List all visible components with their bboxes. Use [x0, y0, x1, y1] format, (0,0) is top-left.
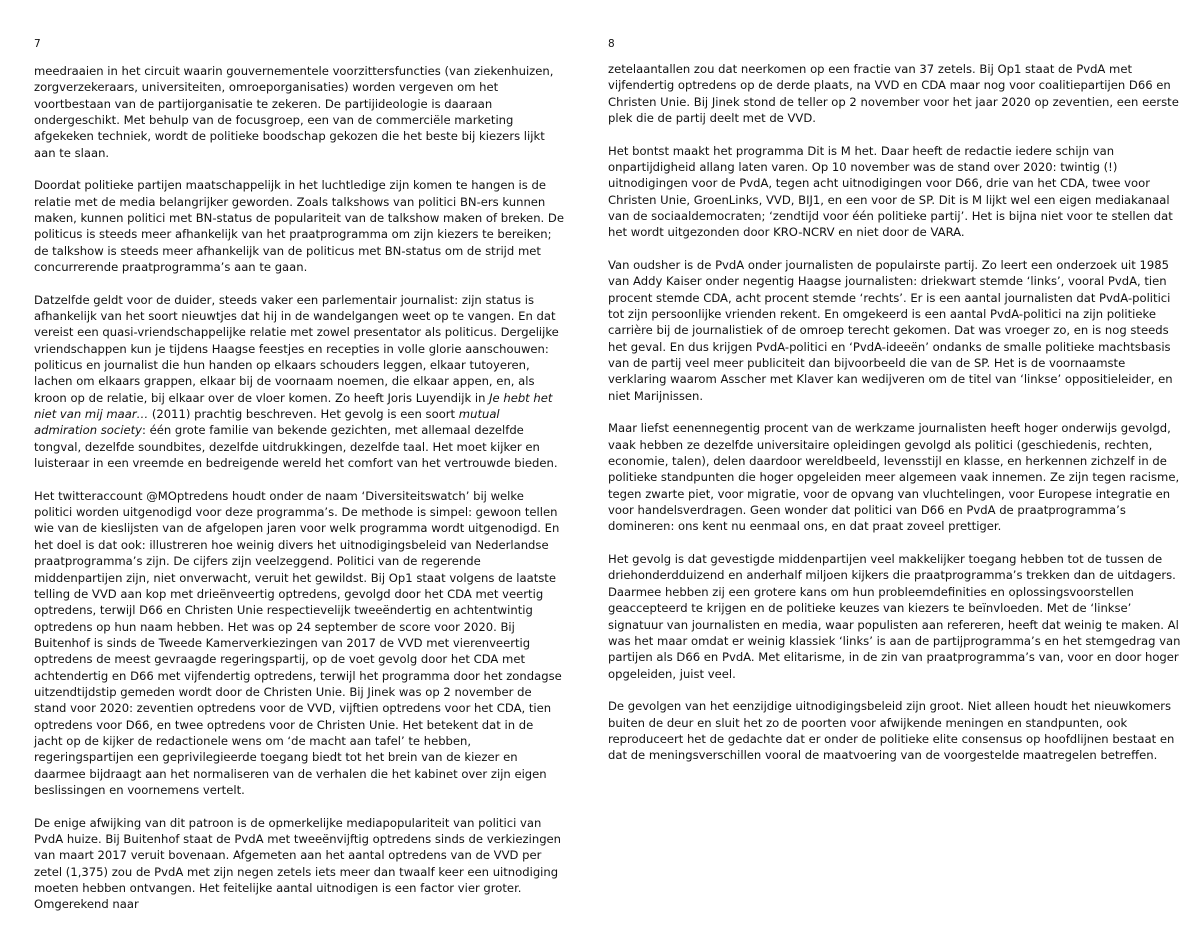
book-title: Je hebt het niet van mij maar… — [34, 390, 553, 422]
paragraph-text: Datzelfde geldt voor de duider, steeds vaker een parlementair journalist: zijn status is afhankelijk van het soort nieuwtjes dat hij in de wandelgangen weet op te vangen. En dat vereist een quasi-vriendschappelijke relatie met zowel presentator als politicus. Dergelijke vriendschappen kun je tijdens Haagse feestjes en recepties in volle glorie aanschouwen: politicus en journalist die hun handen op elkaars schouders leggen, elkaar tutoyeren, lachen om elkaars grappen, elkaar bij de voornaam noemen, die elkaar appen, en, als kroon op de relatie, bij elkaar over de vloer komen. Zo heeft Joris Luyendijk in — [34, 292, 559, 405]
paragraph: Van oudsher is de PvdA onder journalisten de populairste partij. Zo leert een onderzoek uit 1985 van Addy Kaiser onder negentig Haagse journalisten: driekwart stemde ‘links’, vooral PvdA, tien procent stemde CDA, acht procent stemde ‘rechts’. Er is een aantal journalisten dat PvdA-politici tot zijn persoonlijke vrienden rekent. En omgekeerd is een aantal PvdA-politici na zijn politieke carrière bij de journalistiek of de omroep terecht gekomen. Dat was vroeger zo, en is nog steeds het geval. En dus krijgen PvdA-politici en ‘PvdA-ideeën’ ondanks de smalle politieke machtsbasis van de partij veel meer publiciteit dan bijvoorbeeld die van de SP. Het is de voornaamste verklaring waarom Asscher met Klaver kan wedijveren om de titel van ‘linkse’ oppositieleider, en niet Marijnissen. — [608, 258, 1173, 403]
paragraph-text: (2011) prachtig beschreven. Het gevolg is een soort — [148, 407, 459, 422]
paragraph-text: : één grote familie van bekende gezichten, met allemaal dezelfde tongval, dezelfde soundbites, dezelfde uitdrukkingen, dezelfde taal. Het moet kijker en luisteraar in een vreemde en bedreigende wereld het comfort van het vertrouwde bieden. — [34, 423, 558, 471]
page-number: 7 — [34, 38, 41, 50]
paragraph: meedraaien in het circuit waarin gouvernementele voorzittersfuncties (van ziekenhuizen, zorgverzekeraars, universiteiten, omroeporganisaties) worden vergeven om het voortbestaan van de partijorganisatie te zekeren. De partijideologie is daaraan ondergeschikt. Met behulp van de focusgroep, een van de commerciële marketing afgekeken techniek, wordt de politieke boodschap gekozen die het beste bij kiezers lijkt aan te slaan. — [34, 64, 554, 160]
right-page-text — [608, 61, 1183, 780]
page-number: 8 — [608, 38, 615, 50]
paragraph: De enige afwijking van dit patroon is de opmerkelijke mediapopulariteit van politici van PvdA huize. Bij Buitenhof staat de PvdA met tweeënvijftig optredens sinds de verkiezingen van maart 2017 veruit bovenaan. Afgemeten aan het aantal optredens van de VVD per zetel (1,375) zou de PvdA met zijn negen zetels iets meer dan twaalf keer een uitnodiging moeten hebben ontvangen. Het feitelijke aantal uitnodigen is een factor vier groter. Omgerekend naar — [34, 815, 562, 912]
right-page — [608, 0, 1200, 836]
paragraph: De gevolgen van het eenzijdige uitnodigingsbeleid zijn groot. Niet alleen houdt het nieuwkomers buiten de deur en sluit het zo de poorten voor afwijkende meningen en standpunten, ook reproduceert het de gedachte dat er onder de politieke elite consensus op hoofdlijnen bestaat en dat de meningsverschillen vooral de maatvoering van de voorgestelde maatregelen betreffen. — [608, 699, 1175, 763]
left-page — [0, 0, 585, 912]
paragraph: Doordat politieke partijen maatschappelijk in het luchtledige zijn komen te hangen is de relatie met de media belangrijker geworden. Zoals talkshows van politici BN-ers kunnen maken, kunnen politici met BN-status de populariteit van de talkshow maken of breken. De politicus is steeds meer afhankelijk van het praatprogramma om zijn kiezers te bereiken; de talkshow is steeds meer afhankelijk van de politicus met BN-status om de strijd met concurrerende praatprogramma’s aan te gaan. — [34, 178, 564, 275]
paragraph: Maar liefst eenennegentig procent van de werkzame journalisten heeft hoger onderwijs gevolgd, vaak hebben ze dezelfde universitaire opleidingen gevolgd als politici (geschiedenis, rechten, economie, talen), delen daardoor wereldbeeld, levensstijl en klasse, en herkennen zichzelf in de politieke standpunten die hoger opgeleiden meer algemeen vaak innemen. Ze zijn tegen racisme, tegen zwarte piet, voor migratie, voor de opvang van vluchtelingen, voor Europese integratie en voor handelsverdragen. Geen wonder dat politici van D66 en PvdA de praatprogramma’s domineren: ons kent nu eenmaal ons, en dat praat zoveel prettiger. — [608, 421, 1180, 534]
paragraph: zetelaantallen zou dat neerkomen op een fractie van 37 zetels. Bij Op1 staat de PvdA met vijfendertig optredens op de derde plaats, na VVD en CDA maar nog voor coalitiepartijen D66 en Christen Unie. Bij Jinek stond de teller op 2 november voor het jaar 2020 op zeventien, een eerste plek die de partij deelt met de VVD. — [608, 62, 1179, 126]
paragraph: Het gevolg is dat gevestigde middenpartijen veel makkelijker toegang hebben tot de tussen de driehonderdduizend en anderhalf miljoen kijkers die praatprogramma’s trekken dan de uitdagers. Daarmee hebben zij een grotere kans om hun probleemdefinities en oplossingsvoorstellen geaccepteerd te krijgen en de politieke keuzes van kiezers te beïnvloeden. Met de ‘linkse’ signatuur van journalisten en media, waar populisten aan refereren, heeft dat weinig te maken. Al was het maar omdat er weinig klassiek ‘links’ is aan de partijprogramma’s en het stemgedrag van partijen als D66 en PvdA. Met elitarisme, in de zin van praatprogramma’s van, voor en door hoger opgeleiden, juist veel. — [608, 552, 1181, 681]
paragraph: Het bontst maakt het programma Dit is M het. Daar heeft de redactie iedere schijn van onpartijdigheid allang laten varen. Op 10 november was de stand over 2020: twintig (!) uitnodigingen voor de PvdA, tegen acht uitnodigingen voor D66, drie van het CDA, twee voor Christen Unie, GroenLinks, VVD, BIJ1, en een voor de SP. Dit is M lijkt wel een eigen mediakanaal van de sociaaldemocraten; ‘zendtijd voor één politieke partij’. Het is bijna niet voor te stellen dat het wordt uitgezonden door KRO-NCRV en niet door de VARA. — [608, 143, 1173, 240]
paragraph — [34, 292, 564, 472]
left-page-text — [34, 63, 564, 929]
italic-term: mutual admiration society — [34, 407, 500, 438]
paragraph: Het twitteraccount @MOptredens houdt onder de naam ‘Diversiteitswatch’ bij welke politici worden uitgenodigd voor deze programma’s. De methode is simpel: gewoon tellen wie van de kieslijsten van de afgelopen jaren voor welk programma wordt uitgenodigd. En het doel is dat ook: illustreren hoe weinig divers het uitnodigingsbeleid van Nederlandse praatprogramma’s zijn. De cijfers zijn veelzeggend. Politici van de regerende middenpartijen zijn, niet onverwacht, veruit het gewildst. Bij Op1 staat volgens de laatste telling de VVD aan kop met drieënveertig optredens, gevolgd door het CDA met veertig optredens, terwijl D66 en Christen Unie respectievelijk tweeëndertig en achtentwintig optredens op hun naam hebben. Het was op 24 september de score voor 2020. Bij Buitenhof is sinds de Tweede Kamerverkiezingen van 2017 de VVD met vierenveertig optredens de meest gevraagde regeringspartij, op de voet gevolg door het CDA met achtendertig en D66 met vijfendertig optredens, terwijl het programma door het zondagse uitzendtijdstip gemeden wordt door de Christen Unie. Bij Jinek was op 2 november de stand voor 2020: zeventien optredens voor de VVD, vijftien optredens voor het CDA, tien optredens voor D66, en twee optredens voor de Christen Unie. Het betekent dat in de jacht op de kijker de redactionele wens om ‘de macht aan tafel’ te hebben, regeringspartijen een geprivilegieerde toegang biedt tot het brein van de kiezer en daarmee bijdraagt aan het normaliseren van de verhalen die het kabinet over zijn eigen beslissingen en voornemens vertelt. — [34, 488, 562, 797]
